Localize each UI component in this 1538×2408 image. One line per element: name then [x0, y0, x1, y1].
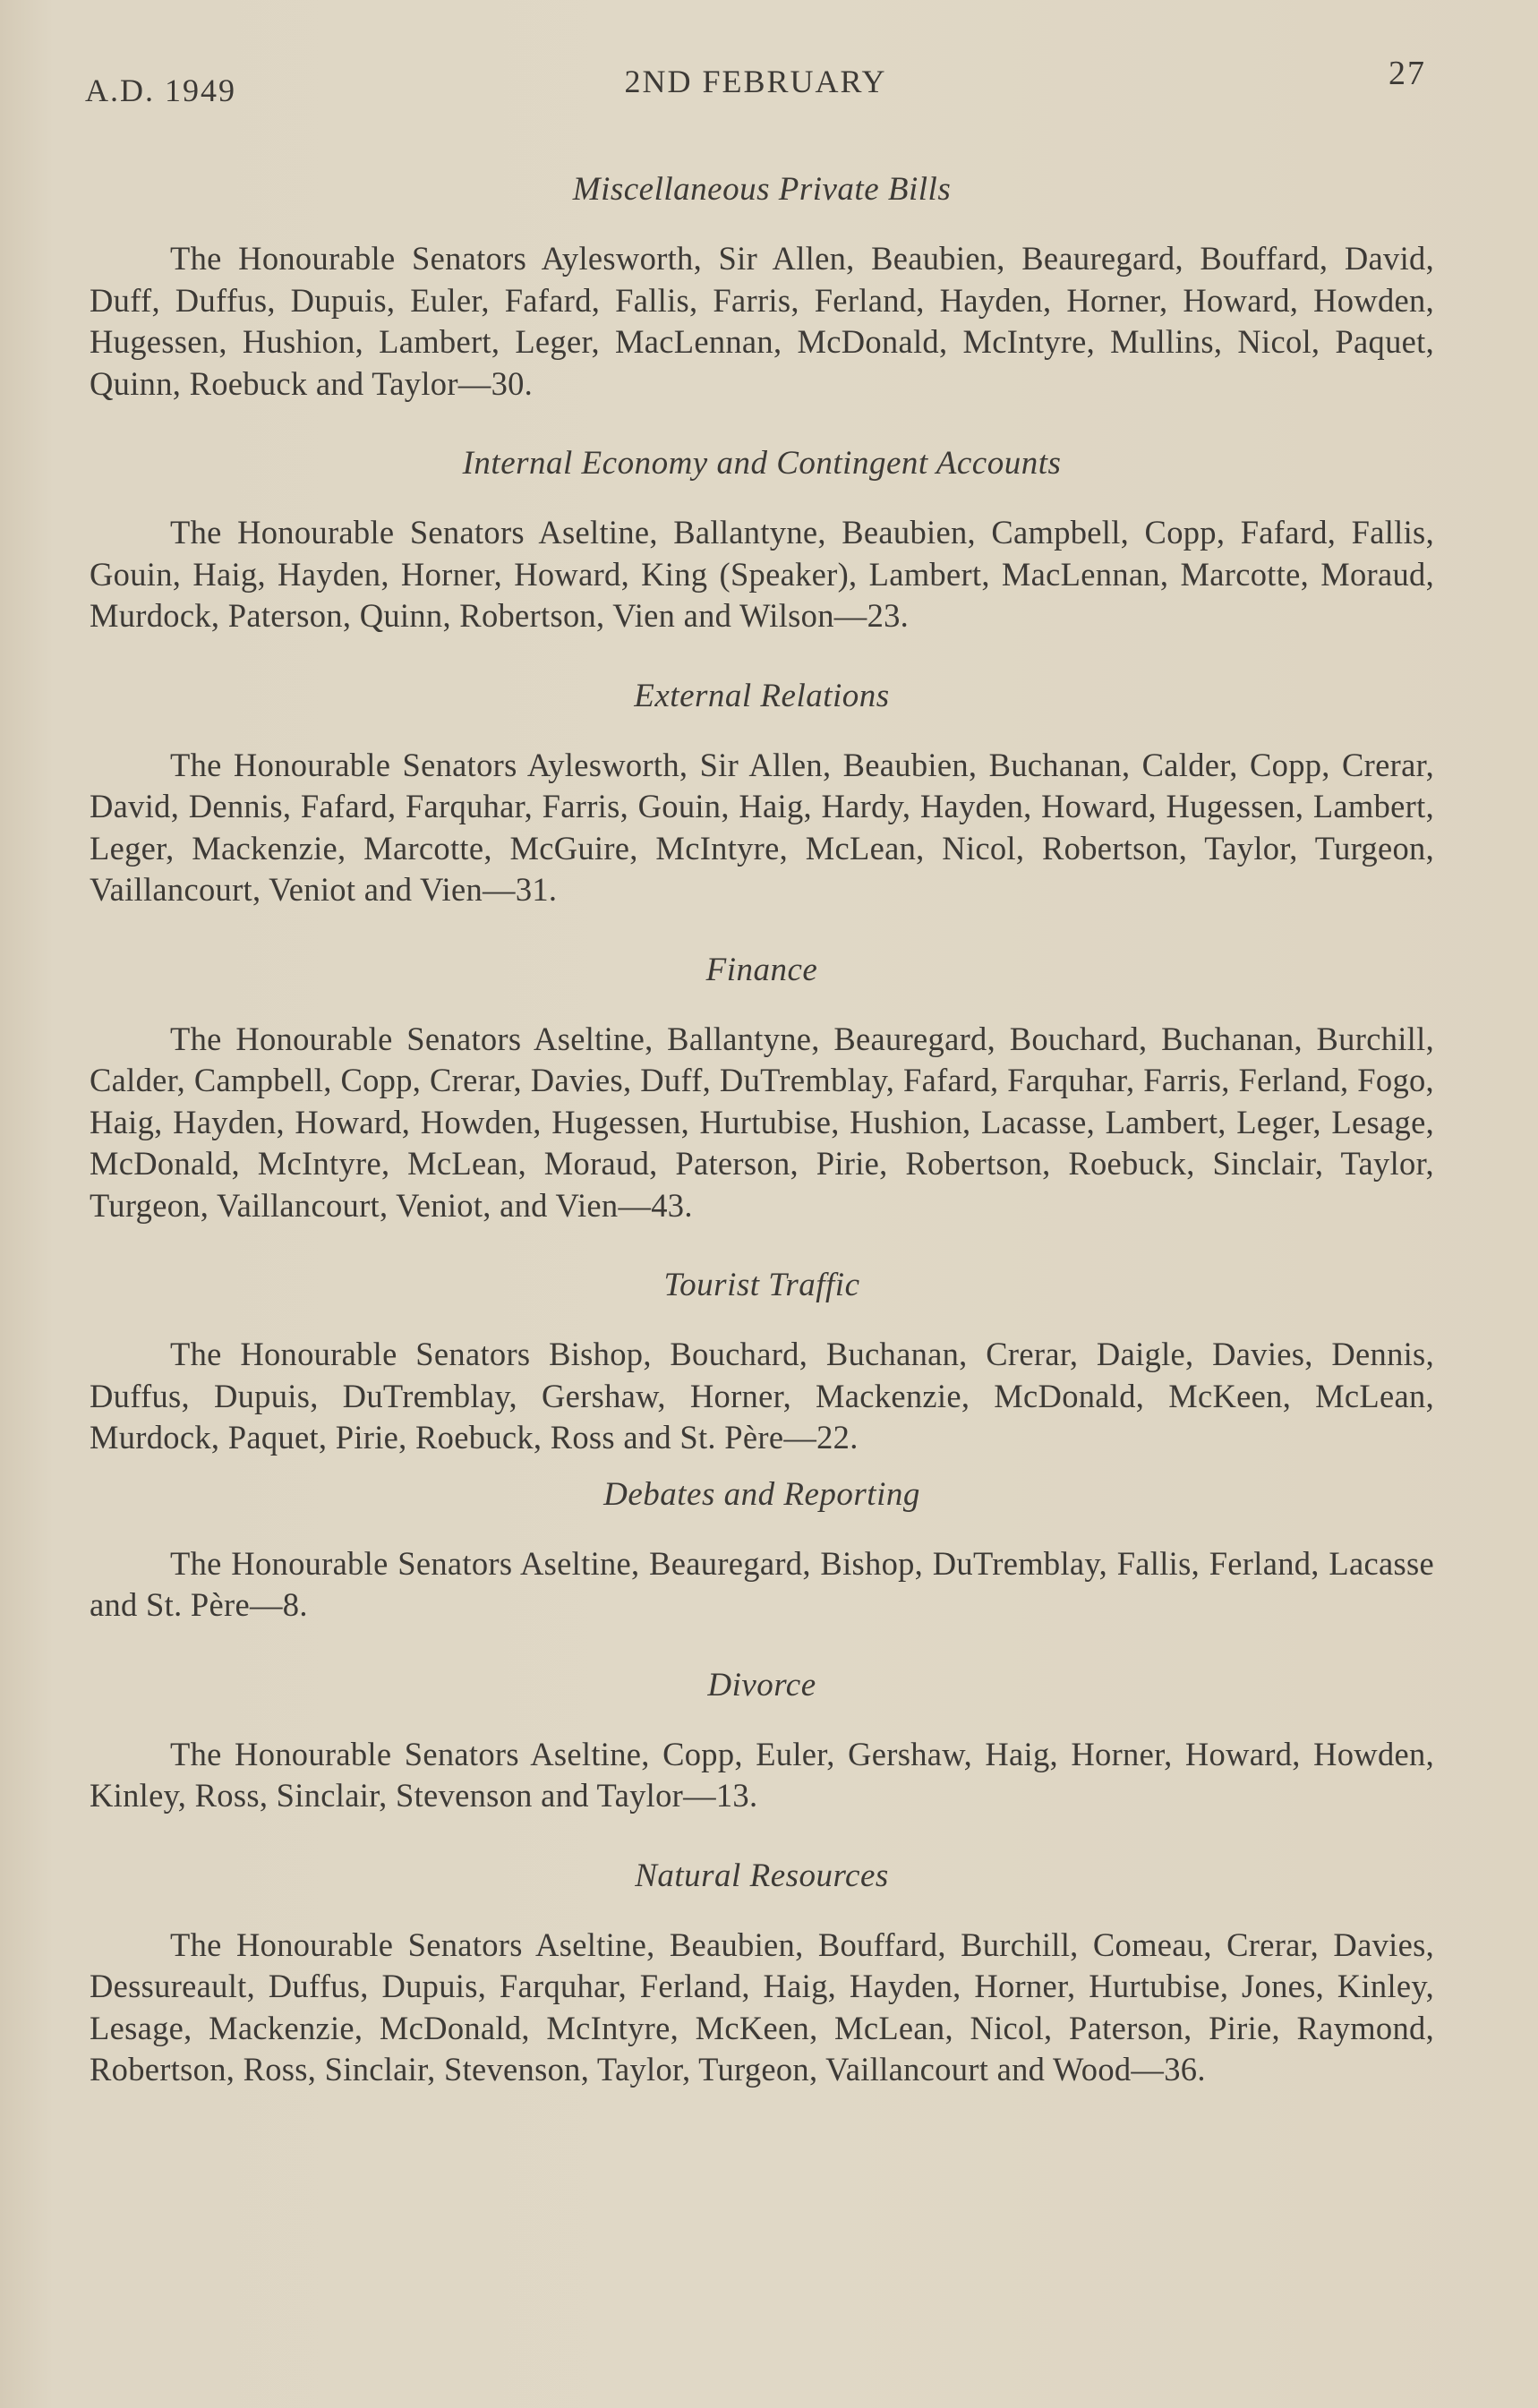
committee-members: The Honourable Senators Bishop, Bouchard, Buchanan, Crerar, Daigle, Davies, Dennis, Duffus, Dupuis, DuTremblay, Gershaw, Horner, Mackenzie, McDonald, McKeen, McLean, Murdock, Paquet, Pirie, Roebuck, Ross and St. Père—22.	[90, 1336, 1434, 1456]
page-number: 27	[1388, 55, 1426, 92]
committee-section	[90, 951, 1434, 1227]
committee-members: The Honourable Senators Aylesworth, Sir Allen, Beaubien, Buchanan, Calder, Copp, Crerar, David, Dennis, Fafard, Farquhar, Farris, Gouin, Haig, Hardy, Hayden, Howard, Hugessen, Lambert, Leger, Mackenzie, Marcotte, McGuire, McIntyre, McLean, Nicol, Robertson, Taylor, Turgeon, Vaillancourt, Veniot and Vien—31.	[90, 746, 1434, 908]
page-content	[90, 170, 1434, 2130]
committee-title: Debates and Reporting	[603, 1475, 920, 1513]
committee-section	[90, 677, 1434, 911]
committee-section	[90, 1666, 1434, 1817]
committee-title: Internal Economy and Contingent Accounts	[462, 445, 1062, 482]
committee-title: Divorce	[707, 1666, 816, 1704]
committee-members: The Honourable Senators Aseltine, Ballantyne, Beaubien, Campbell, Copp, Fafard, Fallis, Gouin, Haig, Hayden, Horner, Howard, King (Speaker), Lambert, MacLennan, Marcotte, Moraud, Murdock, Paterson, Quinn, Robertson, Vien and Wilson—23.	[90, 514, 1434, 634]
header-date: 2ND FEBRUARY	[624, 64, 887, 99]
committee-title: Finance	[705, 951, 818, 988]
header-year: A.D. 1949	[85, 73, 236, 108]
committee-section	[90, 170, 1434, 405]
committee-members: The Honourable Senators Aseltine, Beauregard, Bishop, DuTremblay, Fallis, Ferland, Lacasse and St. Père—8.	[90, 1544, 1434, 1623]
committee-section	[90, 444, 1434, 637]
committee-title: Tourist Traffic	[663, 1267, 860, 1303]
committee-members: The Honourable Senators Aylesworth, Sir Allen, Beaubien, Beauregard, Bouffard, David, Duff, Duffus, Dupuis, Euler, Fafard, Fallis, Farris, Ferland, Hayden, Horner, Howard, Howden, Hugessen, Hushion, Lambert, Leger, MacLennan, McDonald, McIntyre, Mullins, Nicol, Paquet, Quinn, Roebuck and Taylor—30.	[90, 240, 1434, 402]
committee-section	[90, 1266, 1434, 1459]
committee-title: Natural Resources	[635, 1857, 889, 1894]
committee-members: The Honourable Senators Aseltine, Beaubien, Bouffard, Burchill, Comeau, Crerar, Davies, Dessureault, Duffus, Dupuis, Farquhar, Ferland, Haig, Hayden, Horner, Hurtubise, Jones, Kinley, Lesage, Mackenzie, McDonald, McIntyre, McKeen, McLean, Nicol, Paterson, Pirie, Raymond, Robertson, Ross, Sinclair, Stevenson, Taylor, Turgeon, Vaillancourt and Wood—36.	[90, 1926, 1434, 2088]
committee-title: Miscellaneous Private Bills	[572, 171, 952, 208]
running-head	[85, 55, 1426, 108]
committee-title: External Relations	[634, 677, 890, 714]
committee-section	[90, 1475, 1434, 1627]
committee-members: The Honourable Senators Aseltine, Ballantyne, Beauregard, Bouchard, Buchanan, Burchill, Calder, Campbell, Copp, Crerar, Davies, Duff, DuTremblay, Fafard, Farquhar, Farris, Ferland, Fogo, Haig, Hayden, Howard, Howden, Hugessen, Hurtubise, Hushion, Lacasse, Lambert, Leger, Lesage, McDonald, McIntyre, McLean, Moraud, Paterson, Pirie, Robertson, Roebuck, Sinclair, Taylor, Turgeon, Vaillancourt, Veniot, and Vien—43.	[90, 1020, 1434, 1224]
committee-members: The Honourable Senators Aseltine, Copp, Euler, Gershaw, Haig, Horner, Howard, Howden, Kinley, Ross, Sinclair, Stevenson and Taylor—13.	[90, 1735, 1434, 1814]
committee-section	[90, 1857, 1434, 2091]
